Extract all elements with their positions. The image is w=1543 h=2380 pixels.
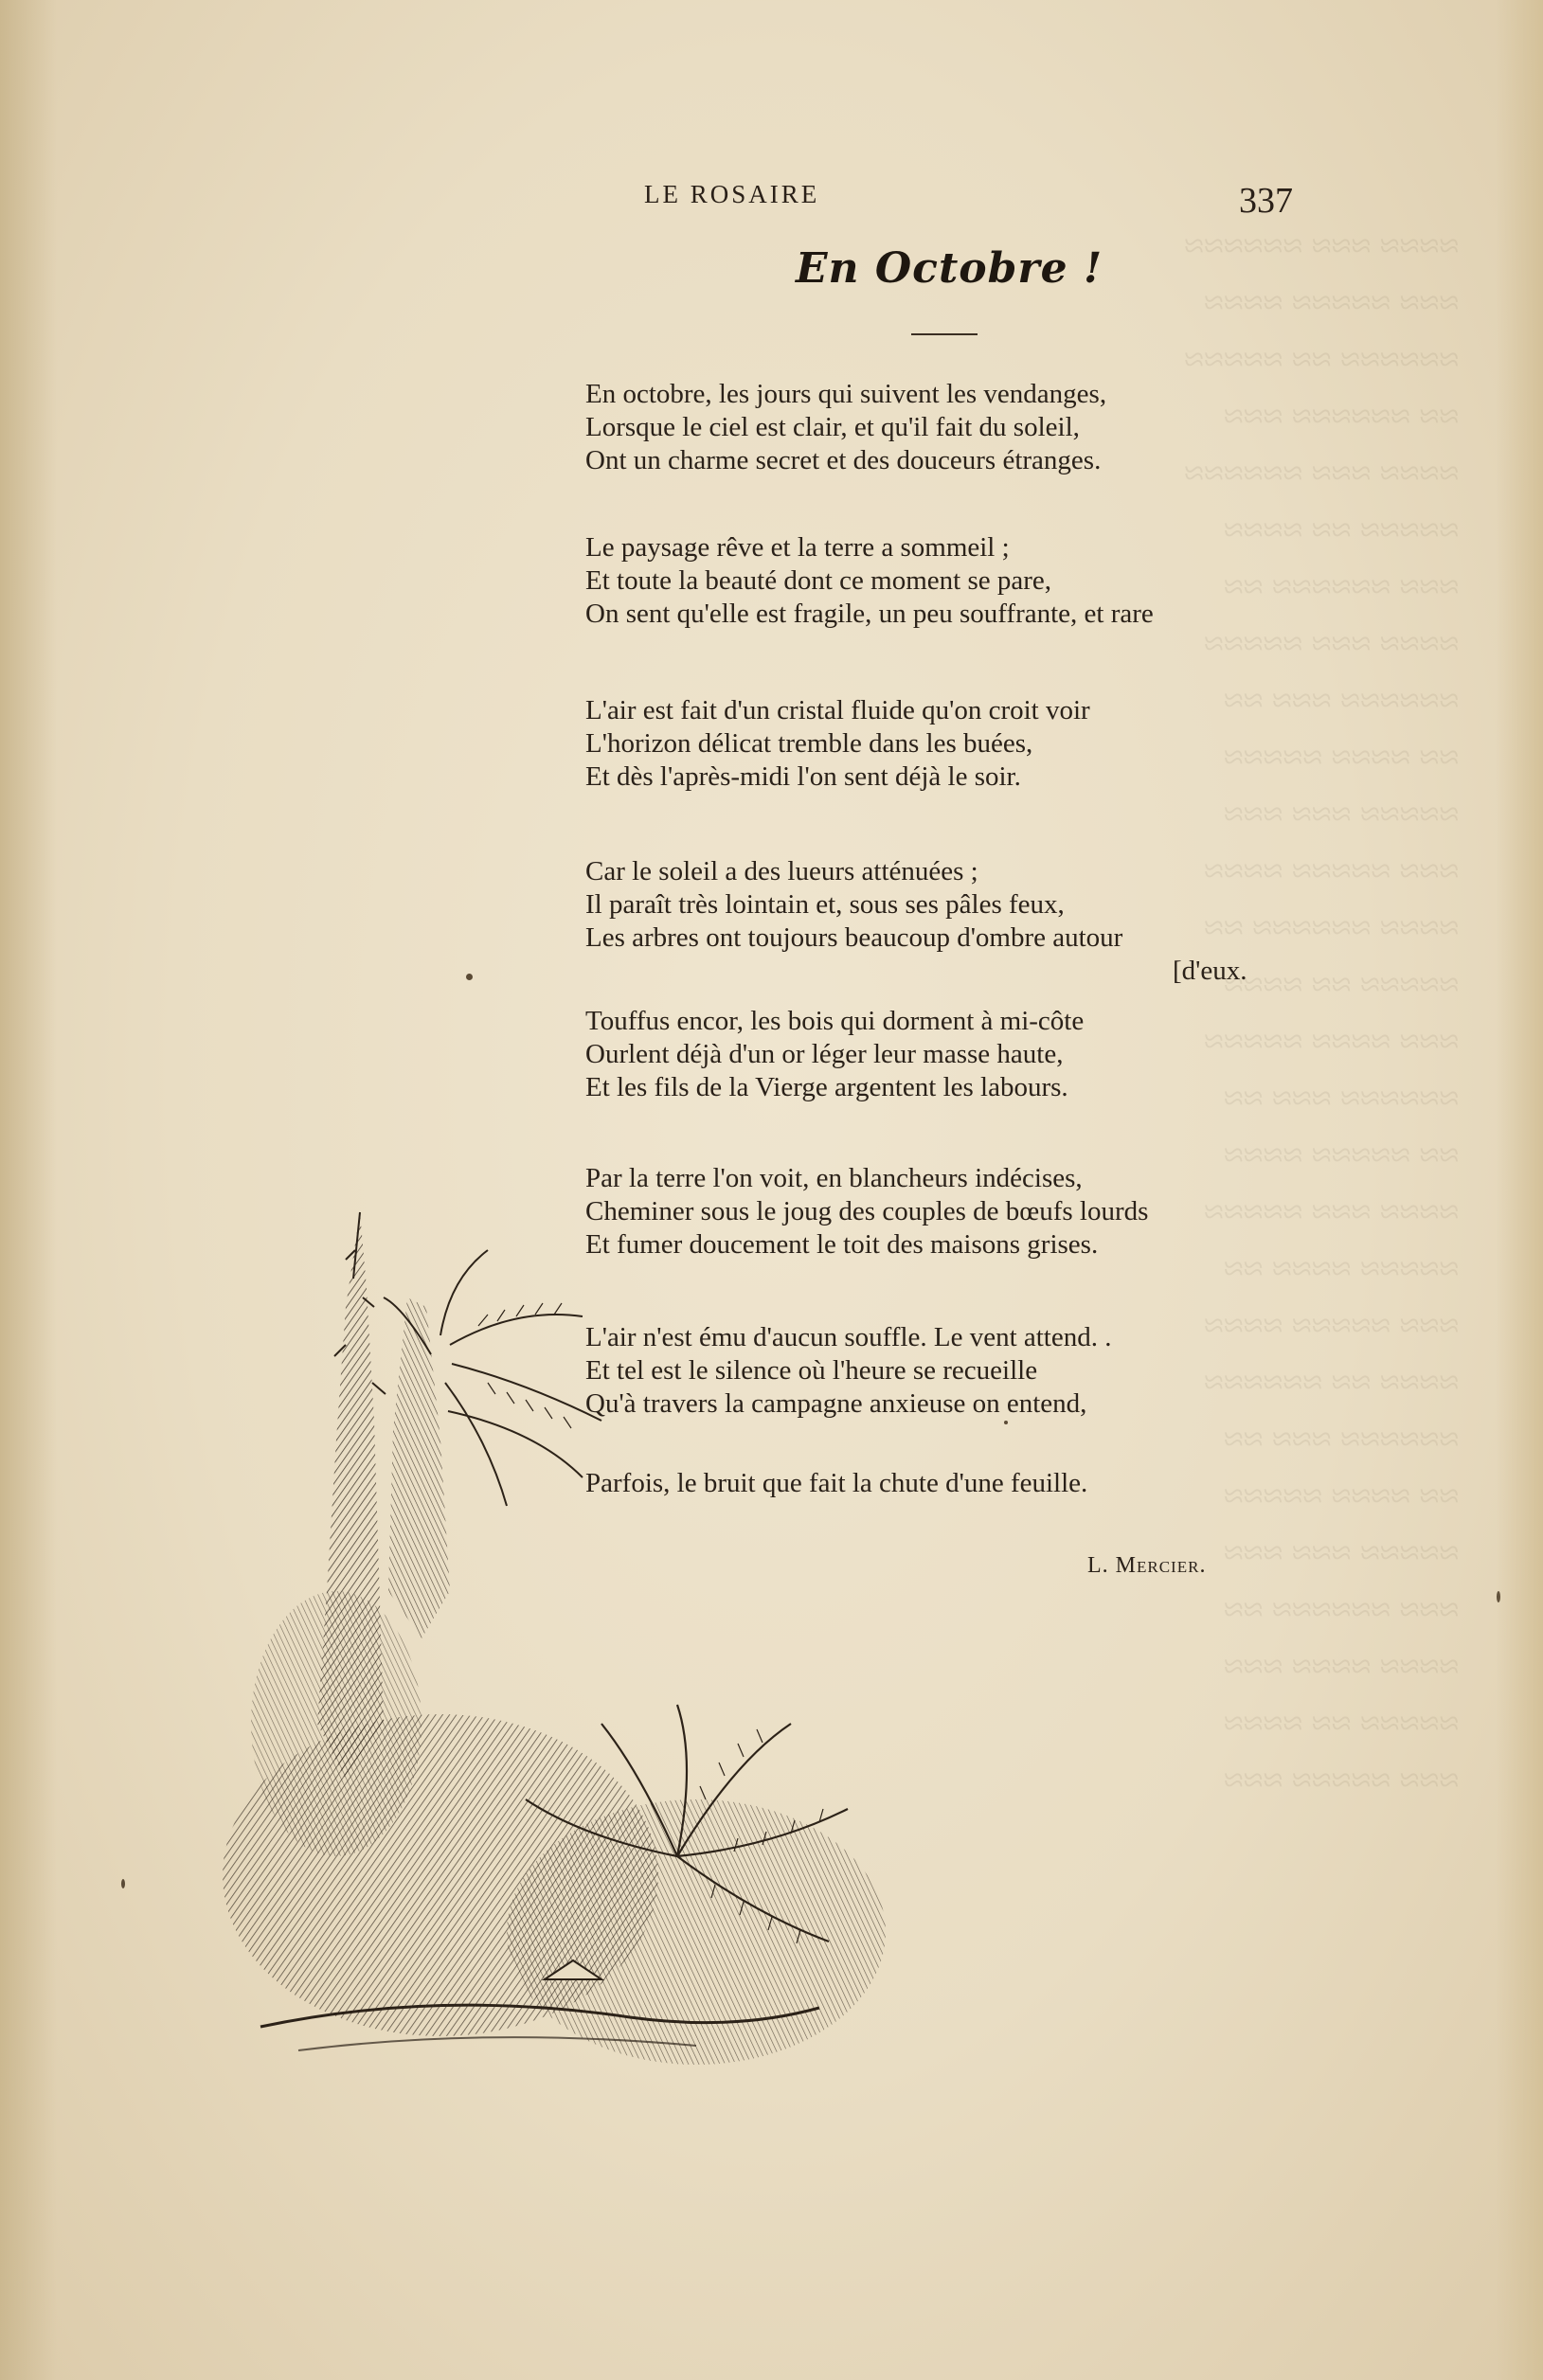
poem-line: Par la terre l'on voit, en blancheurs indécises, (585, 1163, 1083, 1193)
poem-line: On sent qu'elle est fragile, un peu souffrante, et rare (585, 599, 1154, 629)
poem-line: L'horizon délicat tremble dans les buées, (585, 728, 1033, 759)
poem-line: Les arbres ont toujours beaucoup d'ombre autour (585, 922, 1123, 953)
poem-title: En Octobre ! (796, 244, 1103, 293)
poem-line-continuation: [d'eux. (1173, 956, 1247, 986)
poem-line: Parfois, le bruit que fait la chute d'une feuille. (585, 1468, 1088, 1498)
poem-line: Lorsque le ciel est clair, et qu'il fait du soleil, (585, 412, 1080, 442)
page-number: 337 (1239, 181, 1293, 221)
poem-line: Et tel est le silence où l'heure se recueille (585, 1355, 1038, 1386)
trees-engraving-icon (204, 1193, 1037, 2084)
poem-line: L'air n'est ému d'aucun souffle. Le vent attend. . (585, 1322, 1112, 1352)
poem-line: Qu'à travers la campagne anxieuse on entend, (585, 1388, 1087, 1419)
poem-line: Et les fils de la Vierge argentent les labours. (585, 1072, 1068, 1102)
poem-line: En octobre, les jours qui suivent les vendanges, (585, 379, 1107, 409)
poem-line: Il paraît très lointain et, sous ses pâles feux, (585, 889, 1065, 920)
running-header-title: LE ROSAIRE (644, 180, 820, 208)
poem-line: L'air est fait d'un cristal fluide qu'on croit voir (585, 695, 1090, 725)
poem-line: Car le soleil a des lueurs atténuées ; (585, 856, 978, 886)
poem-line: Cheminer sous le joug des couples de bœufs lourds (585, 1196, 1149, 1226)
poem-line: Et toute la beauté dont ce moment se pare, (585, 565, 1052, 596)
title-divider (911, 333, 978, 335)
poem-line: Et dès l'après-midi l'on sent déjà le soir. (585, 761, 1021, 792)
author-signature: L. Mercier. (1087, 1553, 1207, 1578)
poem-line: Ont un charme secret et des douceurs étranges. (585, 445, 1102, 475)
poem-line: Touffus encor, les bois qui dorment à mi-côte (585, 1006, 1085, 1036)
poem-line: Ourlent déjà d'un or léger leur masse haute, (585, 1039, 1064, 1069)
show-through-text: ≈≈≈≈ ≈≈≈ ≈≈≈≈≈≈ ≈≈≈ ≈≈≈≈≈ ≈≈≈≈ ≈≈≈≈≈≈ ≈≈ ≈≈≈≈≈ ≈≈ ≈≈≈≈≈≈ ≈≈≈ ≈≈≈≈ ≈≈≈ ≈≈≈≈≈≈ ≈≈≈≈≈ ≈≈ ≈≈≈≈ ≈≈≈ ≈≈≈≈≈≈ ≈≈ ≈≈≈≈ ≈≈≈ ≈≈≈≈≈ ≈≈≈≈≈≈ ≈≈≈ ≈≈ ≈≈ ≈≈≈≈ ≈≈≈≈≈ ≈≈≈≈≈ ≈≈≈ ≈≈≈ ≈≈≈ ≈≈≈≈≈ ≈≈≈≈ ≈≈≈≈ ≈≈≈≈≈≈ ≈≈ ≈≈≈≈≈ ≈≈ ≈≈≈≈ ≈≈≈ ≈≈≈≈ ≈≈≈≈≈ ≈≈≈≈≈≈ ≈≈≈ ≈≈ ≈≈ ≈≈≈≈≈ ≈≈≈≈ ≈≈≈≈ ≈≈≈ ≈≈≈≈≈ ≈≈≈≈≈ ≈≈≈≈ ≈≈ ≈≈≈ ≈≈≈≈≈ ≈≈≈≈ ≈≈≈≈ ≈≈ ≈≈≈≈≈≈ ≈≈≈≈≈≈ ≈≈≈ ≈≈ ≈≈ ≈≈≈≈ ≈≈≈≈≈ ≈≈≈≈≈ ≈≈≈ ≈≈≈ ≈≈≈ ≈≈≈≈≈≈ ≈≈ ≈≈≈≈ ≈≈≈≈ ≈≈≈ ≈≈≈≈≈ ≈≈ ≈≈≈≈ ≈≈≈ ≈≈≈≈≈ ≈≈≈ (1183, 226, 1459, 1800)
poem-line: Et fumer doucement le toit des maisons grises. (585, 1229, 1099, 1260)
poem-line: Le paysage rêve et la terre a sommeil ; (585, 532, 1010, 563)
